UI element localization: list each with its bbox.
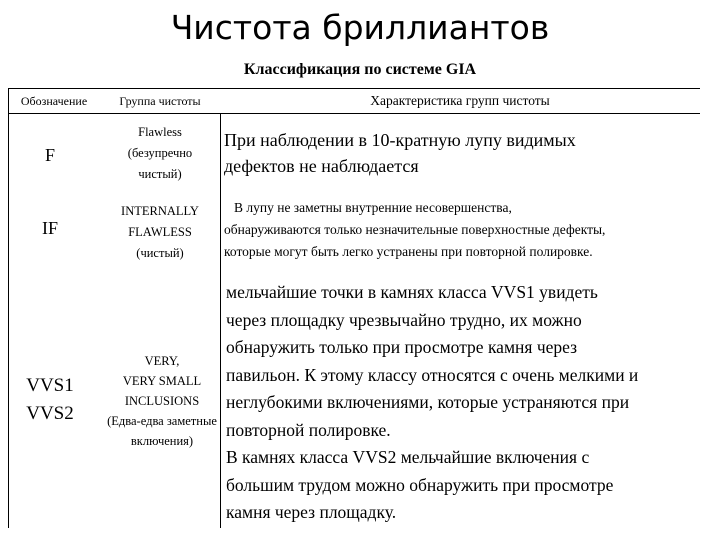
header-description: Характеристика групп чистоты	[370, 93, 550, 108]
row-if-code: IF	[41, 218, 58, 238]
table-caption: Классификация по системе GIA	[243, 61, 477, 78]
row-f-group: Flawless (безупречно чистый)	[127, 124, 193, 181]
header-group: Группа чистоты	[119, 93, 201, 108]
table-column-divider	[220, 113, 221, 528]
table-header-divider	[8, 113, 220, 114]
row-if-description: В лупу не заметны внутренние несовершенства, обнаруживаются только незначительные поверхностные дефекты, которые могут быть легко устранены при повторной полировке.	[224, 200, 606, 259]
table-header-divider-right	[220, 113, 700, 114]
header-designation: Обозначение	[20, 93, 88, 108]
page-title: Чистота бриллиантов	[170, 8, 550, 47]
row-f-description: При наблюдении в 10-кратную лупу видимых дефектов не наблюдается	[224, 130, 576, 176]
row-vvs-code: VVS1 VVS2	[26, 375, 74, 424]
row-if-group: INTERNALLY FLAWLESS (чистый)	[121, 203, 199, 260]
row-vvs-description: мельчайшие точки в камнях класса VVS1 увидеть через площадку чрезвычайно трудно, их можно обнаружить только при просмотре камня через павильон. К этому классу относятся с очень мелкими и неглубокими включениями, которые устраняются при повторной полировке. В камнях класса VVS2 мельчайшие включения с большим трудом можно обнаружить при просмотре камня через площадку.	[226, 282, 639, 522]
row-vvs-group: VERY, VERY SMALL INCLUSIONS (Едва-едва заметные включения)	[107, 354, 217, 448]
row-f-code: F	[44, 145, 55, 165]
